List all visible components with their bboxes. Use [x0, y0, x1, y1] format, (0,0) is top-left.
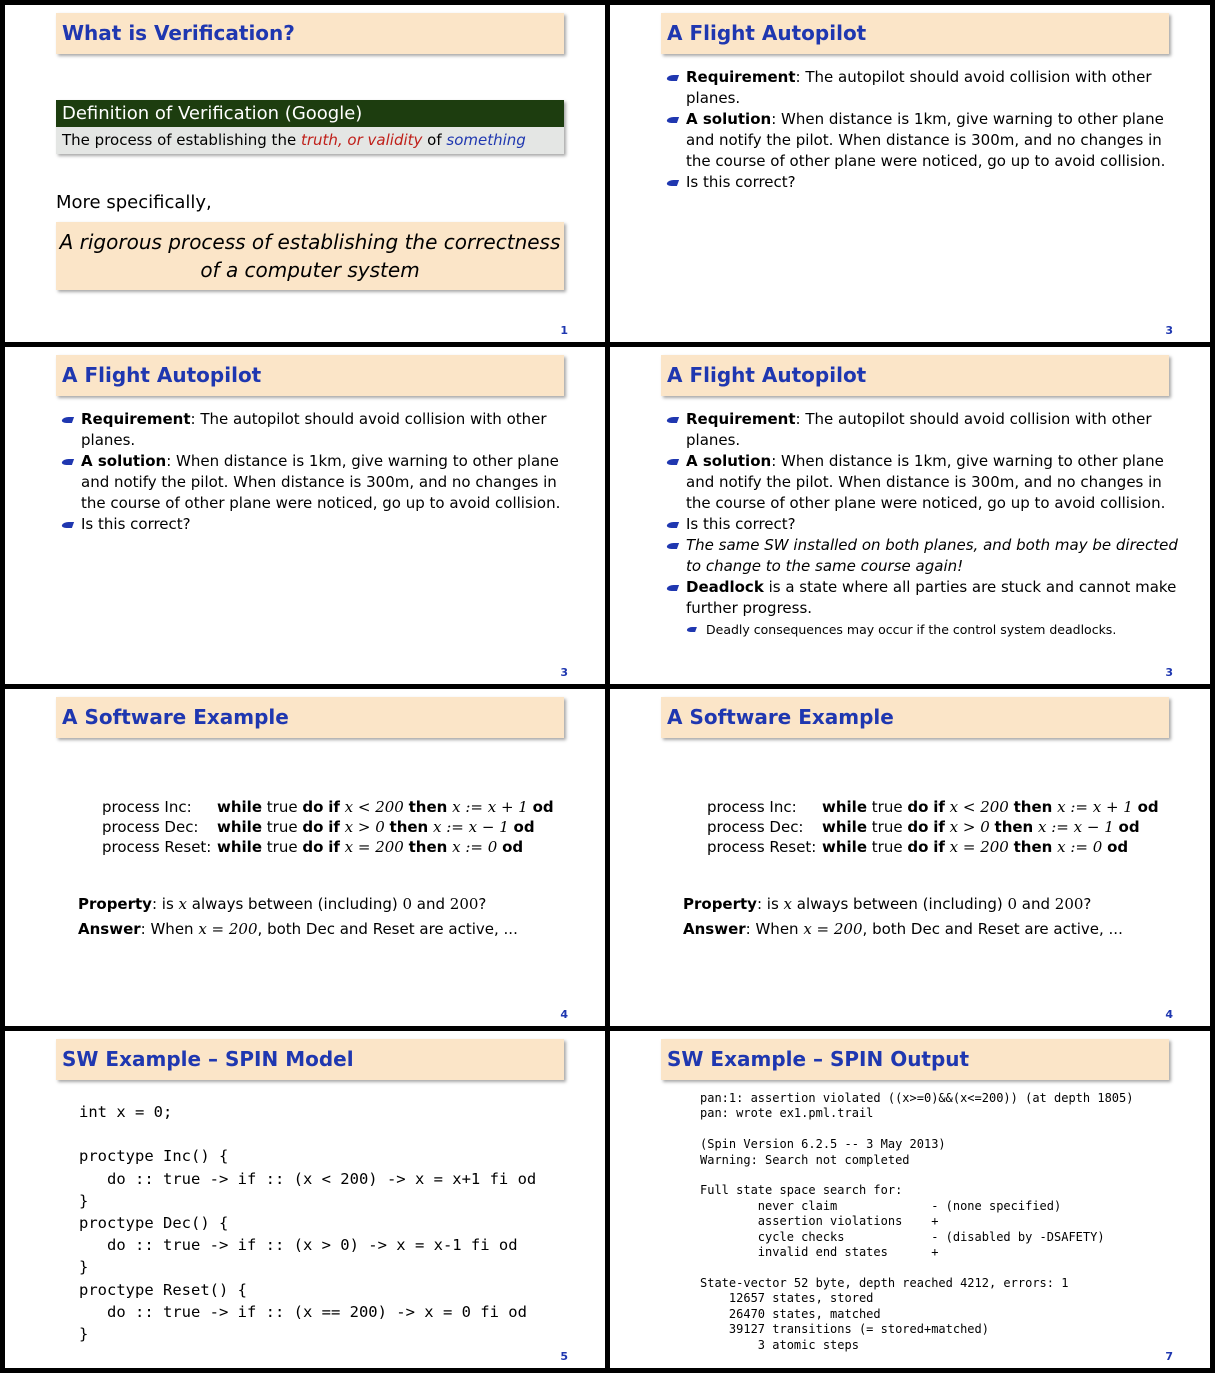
kw: while [217, 798, 262, 816]
slide-title: A Flight Autopilot [661, 13, 1169, 54]
sub-list-item: Deadly consequences may occur if the control system deadlocks. [686, 621, 1186, 638]
text: , both Dec and Reset are active, ... [257, 920, 518, 938]
bullet-text: : When distance is 1km, give warning to other plane and notify the pilot. When distance is 300m, and no changes in the course of other plane were noticed, go up to avoid collision. [81, 452, 561, 512]
definition-body [56, 127, 564, 154]
slide-title: A Flight Autopilot [661, 355, 1169, 396]
bullet-text: The same SW installed on both planes, and both may be directed to change to the same course again! [686, 536, 1178, 575]
slide-8 [610, 1031, 1210, 1368]
kw: od [1118, 818, 1140, 836]
kw: true [871, 798, 903, 816]
def-text-2: of [422, 131, 447, 149]
def-text-red: truth, or validity [300, 131, 423, 149]
slide-title: SW Example – SPIN Model [56, 1039, 564, 1080]
process-body [217, 797, 554, 817]
kw: do [907, 838, 929, 856]
answer-line [683, 917, 1123, 942]
slide-2 [610, 5, 1210, 342]
definition-title: Definition of Verification (Google) [56, 100, 564, 127]
bullet-text: Is this correct? [686, 515, 796, 533]
page-number: 1 [560, 324, 568, 337]
kw: if [328, 818, 340, 836]
kw: if [328, 838, 340, 856]
kw: then [389, 818, 429, 836]
slide-title: SW Example – SPIN Output [661, 1039, 1169, 1080]
slide-7 [5, 1031, 605, 1368]
process-body [217, 817, 554, 837]
text: and [1017, 895, 1055, 913]
page-number: 3 [1165, 324, 1173, 337]
text: ? [1083, 895, 1092, 913]
math: x = 200 [803, 920, 863, 938]
bullet-text: is a state where all parties are stuck and cannot make further progress. [686, 578, 1177, 617]
list-item [666, 535, 1186, 577]
kw: then [1013, 798, 1053, 816]
slide-5 [5, 689, 605, 1026]
math: x > 0 [949, 818, 990, 836]
text: : When [140, 920, 199, 938]
kw: while [822, 798, 867, 816]
table-row [707, 837, 1159, 857]
kw: if [933, 798, 945, 816]
list-item [61, 451, 581, 514]
kw: if [933, 818, 945, 836]
kw: if [933, 838, 945, 856]
bullet-bold: A solution [81, 452, 167, 470]
bullet-text: Is this correct? [686, 173, 796, 191]
bullet-list [666, 409, 1186, 638]
text: : is [756, 895, 784, 913]
math: x < 200 [344, 798, 404, 816]
bullet-text: : The autopilot should avoid collision with other planes. [686, 410, 1152, 449]
table-row [102, 797, 554, 817]
def-text-blue: something [446, 131, 526, 149]
bullet-text: : The autopilot should avoid collision with other planes. [81, 410, 547, 449]
process-body [822, 817, 1159, 837]
text: ? [478, 895, 487, 913]
page-number: 4 [560, 1008, 568, 1021]
kw: then [408, 798, 448, 816]
property-label: Property [683, 895, 757, 913]
math: x := x + 1 [452, 798, 528, 816]
process-table [102, 797, 554, 857]
property-line [683, 892, 1123, 917]
bullet-bold: Requirement [686, 68, 796, 86]
text: : is [151, 895, 179, 913]
table-row [707, 817, 1159, 837]
kw: do [907, 818, 929, 836]
math: x = 200 [949, 838, 1009, 856]
list-item [666, 577, 1186, 638]
kw: do [302, 818, 324, 836]
math: x = 200 [198, 920, 258, 938]
kw: if [328, 798, 340, 816]
process-table [707, 797, 1159, 857]
kw: true [871, 838, 903, 856]
property-line [78, 892, 518, 917]
list-item [666, 514, 1186, 535]
bullet-text: : The autopilot should avoid collision with other planes. [686, 68, 1152, 107]
process-label: process Reset: [102, 838, 212, 856]
process-body [822, 797, 1159, 817]
slide-title: A Software Example [56, 697, 564, 738]
slide-4 [610, 347, 1210, 684]
slide-6 [610, 689, 1210, 1026]
property-block [78, 892, 518, 942]
page-number: 3 [560, 666, 568, 679]
kw: true [266, 798, 298, 816]
property-label: Property [78, 895, 152, 913]
bullet-bold: A solution [686, 452, 772, 470]
process-label: process Dec: [102, 818, 199, 836]
bullet-bold: A solution [686, 110, 772, 128]
output-block: pan:1: assertion violated ((x>=0)&&(x<=200)) (at depth 1805) pan: wrote ex1.pml.trail (Spin Version 6.2.5 -- 3 May 2013) Warning: Search not completed Full state space search for: never claim - (none specified) assertion violations + cycle checks - (disabled by -DSAFETY) invalid end states + State-vector 52 byte, depth reached 4212, errors: 1 12657 states, stored 26470 states, matched 39127 transitions (= stored+matched) 3 atomic steps [700, 1091, 1134, 1352]
def-text-1: The process of establishing the [62, 131, 301, 149]
property-block [683, 892, 1123, 942]
kw: do [302, 838, 324, 856]
more-specifically: More specifically, [56, 192, 212, 213]
kw: true [266, 818, 298, 836]
process-label: process Dec: [707, 818, 804, 836]
list-item [666, 451, 1186, 514]
table-row [102, 817, 554, 837]
bullet-bold: Requirement [81, 410, 191, 428]
bullet-bold: Requirement [686, 410, 796, 428]
kw: do [907, 798, 929, 816]
slide-3 [5, 347, 605, 684]
kw: then [994, 818, 1034, 836]
kw: then [408, 838, 448, 856]
math: 0 [402, 895, 413, 913]
definition-block [56, 100, 564, 154]
list-item [61, 409, 581, 451]
table-row [102, 837, 554, 857]
kw: while [822, 818, 867, 836]
kw: true [871, 818, 903, 836]
bullet-text: : When distance is 1km, give warning to other plane and notify the pilot. When distance is 300m, and no changes in the course of other plane were noticed, go up to avoid collision. [686, 452, 1166, 512]
bullet-text: Is this correct? [81, 515, 191, 533]
math: x := x − 1 [433, 818, 509, 836]
kw: od [502, 838, 524, 856]
math: x [783, 895, 792, 913]
sub-bullet-list [686, 621, 1186, 638]
math: 200 [449, 895, 479, 913]
math: x < 200 [949, 798, 1009, 816]
text: always between (including) [792, 895, 1008, 913]
math: x = 200 [344, 838, 404, 856]
process-label: process Inc: [707, 798, 797, 816]
bullet-text: : When distance is 1km, give warning to other plane and notify the pilot. When distance is 300m, and no changes in the course of other plane were noticed, go up to avoid collision. [686, 110, 1166, 170]
answer-label: Answer [78, 920, 141, 938]
list-item [666, 409, 1186, 451]
list-item [666, 172, 1186, 193]
kw: while [822, 838, 867, 856]
slide-title: A Software Example [661, 697, 1169, 738]
list-item [666, 67, 1186, 109]
code-block: int x = 0; proctype Inc() { do :: true -> if :: (x < 200) -> x = x+1 fi od } proctype Dec() { do :: true -> if :: (x > 0) -> x = x-1 fi od } proctype Reset() { do :: true -> if :: (x == 200) -> x = 0 fi od } [79, 1103, 537, 1344]
text: always between (including) [187, 895, 403, 913]
bullet-list [666, 67, 1186, 193]
page-number: 4 [1165, 1008, 1173, 1021]
quote-block: A rigorous process of establishing the correctness of a computer system [56, 222, 564, 290]
kw: do [302, 798, 324, 816]
kw: od [1107, 838, 1129, 856]
process-body [217, 837, 554, 857]
page-number: 5 [560, 1350, 568, 1363]
answer-label: Answer [683, 920, 746, 938]
page-number: 3 [1165, 666, 1173, 679]
kw: od [1137, 798, 1159, 816]
math: 0 [1007, 895, 1018, 913]
kw: while [217, 838, 262, 856]
math: x := x + 1 [1057, 798, 1133, 816]
process-body [822, 837, 1159, 857]
math: x > 0 [344, 818, 385, 836]
math: x [178, 895, 187, 913]
math: x := x − 1 [1038, 818, 1114, 836]
text: and [412, 895, 450, 913]
bullet-bold: Deadlock [686, 578, 764, 596]
text: , both Dec and Reset are active, ... [862, 920, 1123, 938]
math: x := 0 [452, 838, 498, 856]
text: : When [745, 920, 804, 938]
slide-1 [5, 5, 605, 342]
process-label: process Inc: [102, 798, 192, 816]
answer-line [78, 917, 518, 942]
process-label: process Reset: [707, 838, 817, 856]
math: x := 0 [1057, 838, 1103, 856]
kw: od [532, 798, 554, 816]
math: 200 [1054, 895, 1084, 913]
kw: then [1013, 838, 1053, 856]
kw: true [266, 838, 298, 856]
bullet-list [61, 409, 581, 535]
kw: od [513, 818, 535, 836]
list-item [666, 109, 1186, 172]
slide-title: A Flight Autopilot [56, 355, 564, 396]
table-row [707, 797, 1159, 817]
slide-title: What is Verification? [56, 13, 564, 54]
page-number: 7 [1165, 1350, 1173, 1363]
list-item [61, 514, 581, 535]
kw: while [217, 818, 262, 836]
